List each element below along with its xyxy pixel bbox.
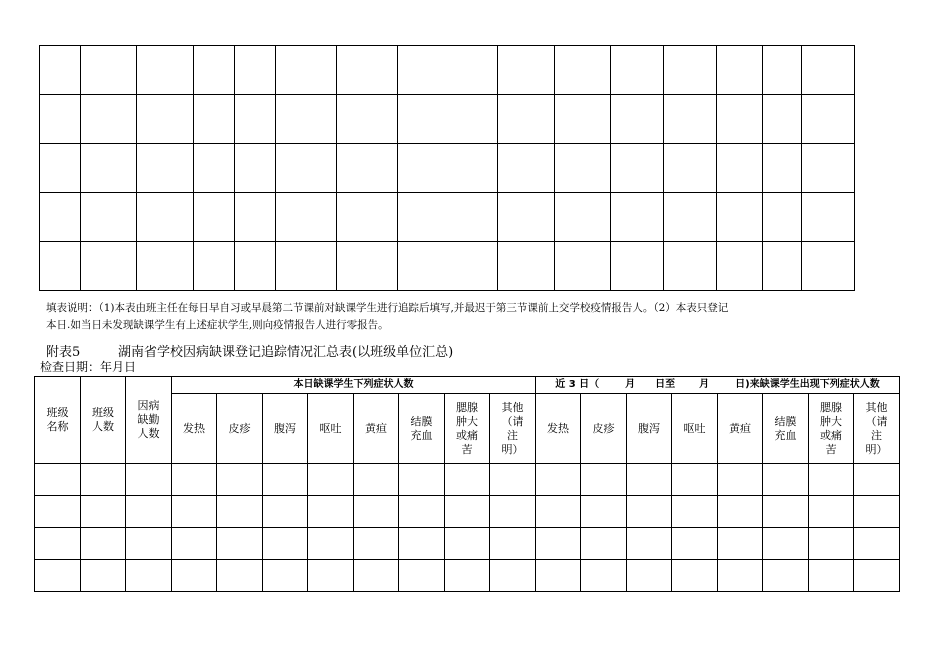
table-cell[interactable] <box>81 496 126 528</box>
table-cell[interactable] <box>399 560 445 592</box>
symptom-header-recent: 其他（请注明） <box>854 394 900 464</box>
grid-cell[interactable] <box>802 95 855 144</box>
table-cell[interactable] <box>172 560 217 592</box>
grid-cell[interactable] <box>194 144 235 193</box>
table-cell[interactable] <box>718 528 763 560</box>
grid-cell[interactable] <box>194 193 235 242</box>
symptom-header-today: 结膜充血 <box>399 394 445 464</box>
table-cell[interactable] <box>126 496 172 528</box>
grid-cell[interactable] <box>194 46 235 95</box>
table-cell[interactable] <box>809 560 854 592</box>
table-row <box>35 464 900 496</box>
grid-cell[interactable] <box>276 242 337 291</box>
grid-cell[interactable] <box>81 46 137 95</box>
grid-row <box>40 46 855 95</box>
table-cell[interactable] <box>81 560 126 592</box>
symptom-header-today: 黄疸 <box>354 394 399 464</box>
appendix-label: 附表5 <box>46 345 81 360</box>
grid-cell[interactable] <box>555 95 611 144</box>
grid-cell[interactable] <box>717 193 763 242</box>
grid-cell[interactable] <box>802 242 855 291</box>
table-cell[interactable] <box>126 560 172 592</box>
table-cell[interactable] <box>217 496 263 528</box>
grid-cell[interactable] <box>555 242 611 291</box>
grid-cell[interactable] <box>137 144 194 193</box>
grid-cell[interactable] <box>398 242 498 291</box>
grid-cell[interactable] <box>235 46 276 95</box>
grid-cell[interactable] <box>611 193 664 242</box>
grid-cell[interactable] <box>717 242 763 291</box>
symptom-header-recent: 黄疸 <box>718 394 763 464</box>
grid-cell[interactable] <box>137 242 194 291</box>
table-title: 湖南省学校因病缺课登记追踪情况汇总表(以班级单位汇总) <box>118 345 454 360</box>
grid-cell[interactable] <box>398 193 498 242</box>
check-date: 检查日期：年月日 <box>40 360 137 374</box>
grid-cell[interactable] <box>717 144 763 193</box>
table-cell[interactable] <box>217 464 263 496</box>
table-cell[interactable] <box>217 560 263 592</box>
table-cell[interactable] <box>354 464 399 496</box>
grid-cell[interactable] <box>498 144 555 193</box>
grid-cell[interactable] <box>717 95 763 144</box>
grid-cell[interactable] <box>235 95 276 144</box>
header-today-group: 本日缺课学生下列症状人数 <box>172 377 536 394</box>
table-cell[interactable] <box>763 528 809 560</box>
table-cell[interactable] <box>445 528 490 560</box>
table-cell[interactable] <box>627 496 672 528</box>
table-cell[interactable] <box>718 464 763 496</box>
symptom-header-today: 腮腺肿大或痛苦 <box>445 394 490 464</box>
table-cell[interactable] <box>399 496 445 528</box>
grid-cell[interactable] <box>337 46 398 95</box>
symptom-header-today: 皮疹 <box>217 394 263 464</box>
table-cell[interactable] <box>35 528 81 560</box>
header-recent-group: 近 3 日（ 月 日至 月 日)来缺课学生出现下列症状人数 <box>536 377 900 394</box>
header-class-size: 班级人数 <box>81 377 126 464</box>
table-cell[interactable] <box>126 464 172 496</box>
table-cell[interactable] <box>763 560 809 592</box>
grid-cell[interactable] <box>611 144 664 193</box>
table-cell[interactable] <box>854 560 900 592</box>
table-cell[interactable] <box>445 464 490 496</box>
table-cell[interactable] <box>718 496 763 528</box>
table-row <box>35 528 900 560</box>
grid-cell[interactable] <box>555 46 611 95</box>
grid-cell[interactable] <box>763 95 802 144</box>
grid-cell[interactable] <box>802 193 855 242</box>
grid-cell[interactable] <box>137 46 194 95</box>
table-cell[interactable] <box>490 528 536 560</box>
table-cell[interactable] <box>126 528 172 560</box>
table-cell[interactable] <box>763 496 809 528</box>
grid-cell[interactable] <box>81 193 137 242</box>
grid-row <box>40 144 855 193</box>
grid-cell[interactable] <box>802 46 855 95</box>
table-cell[interactable] <box>263 560 308 592</box>
table-cell[interactable] <box>399 528 445 560</box>
grid-cell[interactable] <box>802 144 855 193</box>
symptom-header-recent: 皮疹 <box>581 394 627 464</box>
table-cell[interactable] <box>172 464 217 496</box>
table-cell[interactable] <box>354 496 399 528</box>
table-cell[interactable] <box>490 560 536 592</box>
grid-cell[interactable] <box>337 144 398 193</box>
grid-cell[interactable] <box>763 46 802 95</box>
table-cell[interactable] <box>172 528 217 560</box>
grid-cell[interactable] <box>717 46 763 95</box>
grid-cell[interactable] <box>194 242 235 291</box>
grid-cell[interactable] <box>398 95 498 144</box>
grid-cell[interactable] <box>611 95 664 144</box>
table-cell[interactable] <box>809 496 854 528</box>
table-cell[interactable] <box>763 464 809 496</box>
table-cell[interactable] <box>81 528 126 560</box>
grid-row <box>40 193 855 242</box>
grid-cell[interactable] <box>498 95 555 144</box>
table-cell[interactable] <box>627 560 672 592</box>
table-cell[interactable] <box>809 528 854 560</box>
table-cell[interactable] <box>263 528 308 560</box>
table-cell[interactable] <box>581 496 627 528</box>
grid-cell[interactable] <box>40 144 81 193</box>
grid-cell[interactable] <box>81 95 137 144</box>
symptom-header-recent: 呕吐 <box>672 394 718 464</box>
grid-cell[interactable] <box>664 193 717 242</box>
grid-cell[interactable] <box>40 193 81 242</box>
table-cell[interactable] <box>854 496 900 528</box>
symptom-header-recent: 发热 <box>536 394 581 464</box>
table-cell[interactable] <box>35 560 81 592</box>
instructions-line-1: 填表说明：（1)本表由班主任在每日早自习或早晨第二节课前对缺课学生进行追踪后填写,并最迟于第三节课前上交学校疫情报告人。（2）本表只登记 <box>46 302 729 314</box>
table-cell[interactable] <box>490 464 536 496</box>
table-cell[interactable] <box>308 464 354 496</box>
table-cell[interactable] <box>627 464 672 496</box>
table-cell[interactable] <box>854 464 900 496</box>
grid-cell[interactable] <box>498 193 555 242</box>
table-cell[interactable] <box>263 496 308 528</box>
table-cell[interactable] <box>672 496 718 528</box>
grid-cell[interactable] <box>555 193 611 242</box>
header-absent-count: 因病缺勤人数 <box>126 377 172 464</box>
symptom-header-today: 其他（请注明） <box>490 394 536 464</box>
grid-cell[interactable] <box>555 144 611 193</box>
grid-cell[interactable] <box>40 46 81 95</box>
table-cell[interactable] <box>536 496 581 528</box>
summary-table <box>34 376 900 592</box>
symptom-header-today: 呕吐 <box>308 394 354 464</box>
table-cell[interactable] <box>354 528 399 560</box>
table-cell[interactable] <box>354 560 399 592</box>
grid-cell[interactable] <box>398 144 498 193</box>
grid-cell[interactable] <box>276 46 337 95</box>
instructions-line-2: 本日.如当日未发现缺课学生有上述症状学生,则向疫情报告人进行零报告。 <box>46 319 389 331</box>
grid-cell[interactable] <box>337 242 398 291</box>
table-cell[interactable] <box>81 464 126 496</box>
grid-cell[interactable] <box>664 46 717 95</box>
grid-cell[interactable] <box>763 144 802 193</box>
grid-cell[interactable] <box>664 95 717 144</box>
table-cell[interactable] <box>308 560 354 592</box>
grid-cell[interactable] <box>498 46 555 95</box>
grid-cell[interactable] <box>611 242 664 291</box>
symptom-header-recent: 结膜充血 <box>763 394 809 464</box>
grid-cell[interactable] <box>337 193 398 242</box>
table-cell[interactable] <box>627 528 672 560</box>
grid-cell[interactable] <box>276 193 337 242</box>
table-cell[interactable] <box>581 464 627 496</box>
table-cell[interactable] <box>490 496 536 528</box>
table-cell[interactable] <box>854 528 900 560</box>
grid-cell[interactable] <box>194 95 235 144</box>
table-cell[interactable] <box>718 560 763 592</box>
table-cell[interactable] <box>581 528 627 560</box>
grid-cell[interactable] <box>40 95 81 144</box>
grid-cell[interactable] <box>81 242 137 291</box>
grid-cell[interactable] <box>81 144 137 193</box>
table-cell[interactable] <box>809 464 854 496</box>
blank-grid-table <box>39 45 855 291</box>
table-cell[interactable] <box>263 464 308 496</box>
header-class-name: 班级名称 <box>35 377 81 464</box>
grid-cell[interactable] <box>763 242 802 291</box>
grid-cell[interactable] <box>498 242 555 291</box>
grid-cell[interactable] <box>235 242 276 291</box>
table-cell[interactable] <box>445 496 490 528</box>
table-cell[interactable] <box>35 464 81 496</box>
grid-cell[interactable] <box>276 144 337 193</box>
table-cell[interactable] <box>35 496 81 528</box>
table-cell[interactable] <box>672 560 718 592</box>
table-cell[interactable] <box>536 560 581 592</box>
grid-cell[interactable] <box>664 144 717 193</box>
table-cell[interactable] <box>536 464 581 496</box>
symptom-header-recent: 腮腺肿大或痛苦 <box>809 394 854 464</box>
grid-cell[interactable] <box>40 242 81 291</box>
table-cell[interactable] <box>536 528 581 560</box>
grid-row <box>40 95 855 144</box>
table-cell[interactable] <box>308 528 354 560</box>
symptom-header-recent: 腹泻 <box>627 394 672 464</box>
grid-cell[interactable] <box>611 46 664 95</box>
table-cell[interactable] <box>445 560 490 592</box>
table-cell[interactable] <box>308 496 354 528</box>
table-cell[interactable] <box>672 464 718 496</box>
grid-cell[interactable] <box>763 193 802 242</box>
grid-cell[interactable] <box>137 193 194 242</box>
grid-row <box>40 242 855 291</box>
table-row <box>35 496 900 528</box>
table-cell[interactable] <box>399 464 445 496</box>
grid-cell[interactable] <box>276 95 337 144</box>
grid-cell[interactable] <box>235 193 276 242</box>
symptom-header-today: 腹泻 <box>263 394 308 464</box>
table-cell[interactable] <box>581 560 627 592</box>
grid-cell[interactable] <box>398 46 498 95</box>
table-row <box>35 560 900 592</box>
table-cell[interactable] <box>217 528 263 560</box>
table-cell[interactable] <box>672 528 718 560</box>
grid-cell[interactable] <box>235 144 276 193</box>
grid-cell[interactable] <box>337 95 398 144</box>
table-cell[interactable] <box>172 496 217 528</box>
grid-cell[interactable] <box>664 242 717 291</box>
symptom-header-today: 发热 <box>172 394 217 464</box>
grid-cell[interactable] <box>137 95 194 144</box>
